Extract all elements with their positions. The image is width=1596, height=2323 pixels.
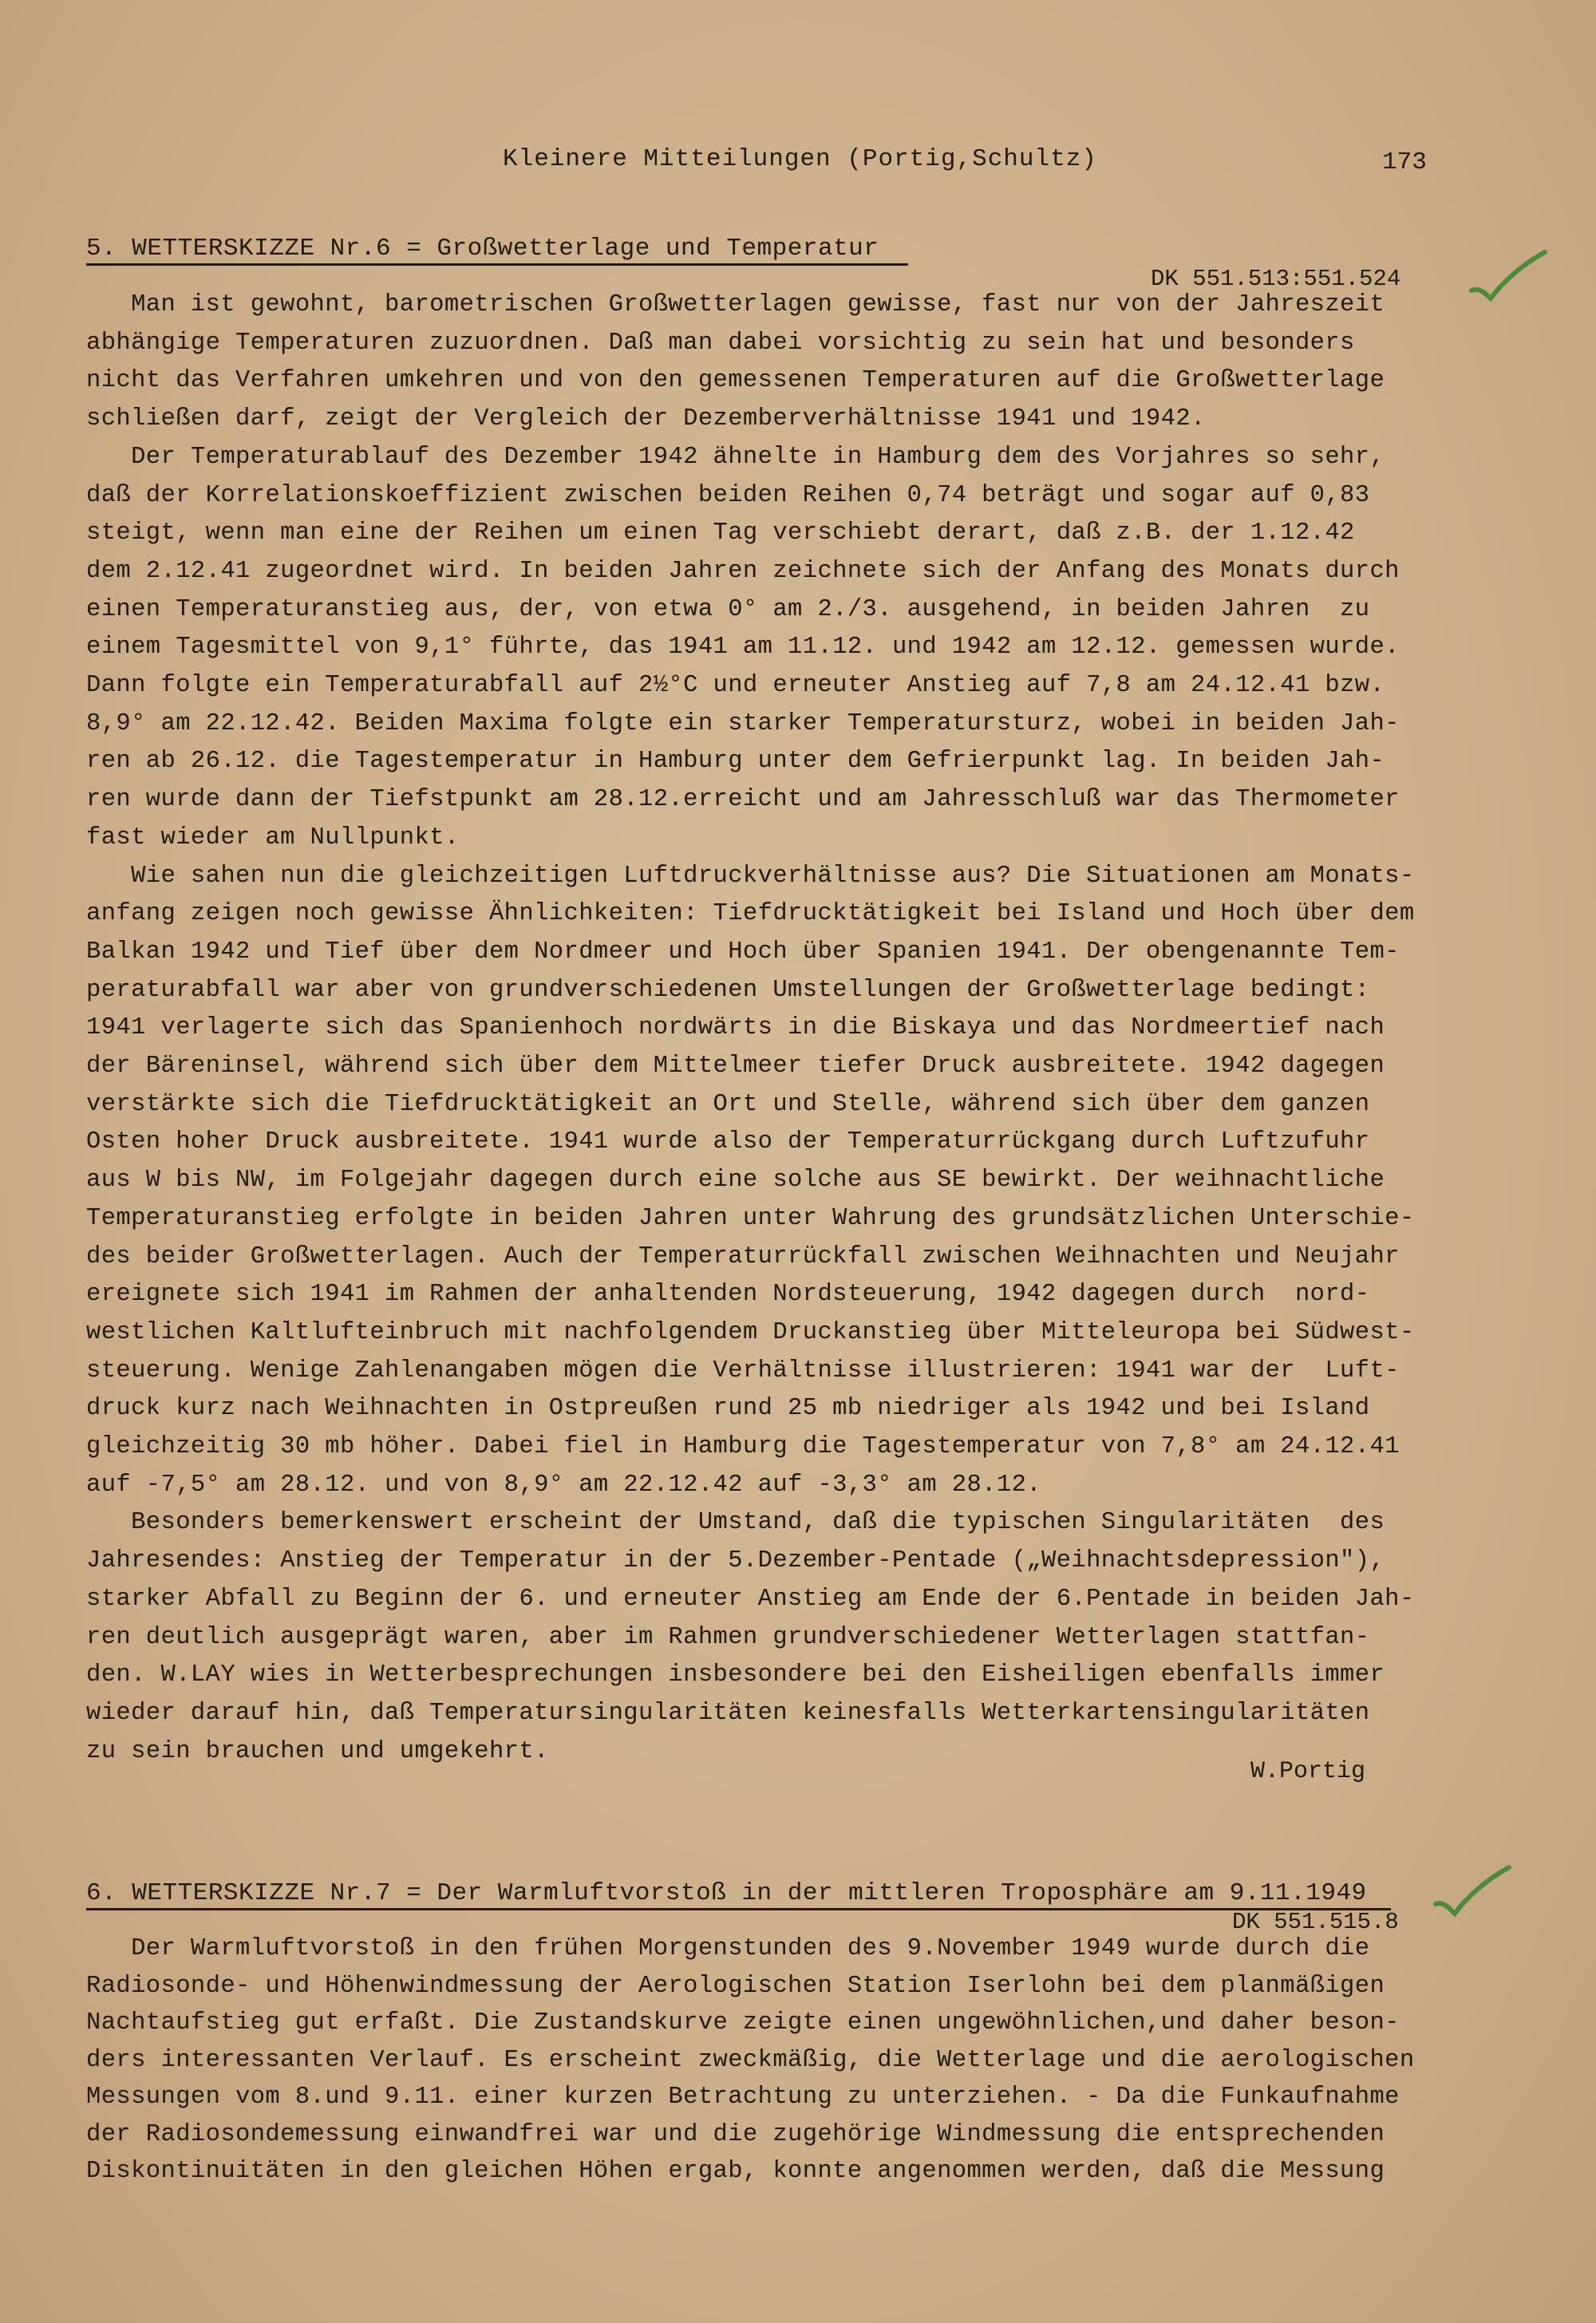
- section-5-dk-code: DK 551.513:551.524: [1151, 266, 1401, 292]
- text-line: ren deutlich ausgeprägt waren, aber im Rahmen grundverschiedener Wetterlagen stattfan-: [86, 1623, 1370, 1651]
- text-line: Man ist gewohnt, barometrischen Großwetterlagen gewisse, fast nur von der Jahreszeit: [86, 291, 1385, 318]
- text-line: steigt, wenn man eine der Reihen um einen Tag verschiebt derart, daß z.B. der 1.12.42: [86, 520, 1355, 547]
- text-line: Osten hoher Druck ausbreitete. 1941 wurde also der Temperaturrückgang durch Luftzufuhr: [86, 1128, 1370, 1156]
- text-line: Der Temperaturablauf des Dezember 1942 ähnelte in Hamburg dem des Vorjahres so sehr,: [86, 443, 1385, 471]
- text-line: der Bäreninsel, während sich über dem Mittelmeer tiefer Druck ausbreitete. 1942 dagegen: [86, 1053, 1385, 1080]
- text-line: druck kurz nach Weihnachten in Ostpreußen rund 25 mb niedriger als 1942 und bei Island: [86, 1395, 1370, 1423]
- text-line: den. W.LAY wies in Wetterbesprechungen insbesondere bei den Eisheiligen ebenfalls immer: [86, 1661, 1385, 1689]
- text-line: ren wurde dann der Tiefstpunkt am 28.12.erreicht und am Jahresschluß war das Thermometer: [86, 786, 1400, 814]
- text-line: Der Warmluftvorstoß in den frühen Morgenstunden des 9.November 1949 wurde durch die: [86, 1935, 1370, 1962]
- text-line: der Radiosondemessung einwandfrei war und die zugehörige Windmessung die entsprechenden: [86, 2120, 1385, 2148]
- text-line: 1941 verlagerte sich das Spanienhoch nordwärts in die Biskaya und das Nordmeertief nach: [86, 1014, 1385, 1042]
- section-5-title-text: 5. WETTERSKIZZE Nr.6 = Großwetterlage und Temperatur: [86, 235, 879, 263]
- page-number: 173: [1382, 148, 1427, 176]
- text-line: wieder darauf hin, daß Temperatursingularitäten keinesfalls Wetterkartensingularitäten: [86, 1699, 1370, 1727]
- section-5-title: [86, 235, 879, 263]
- text-line: Wie sahen nun die gleichzeitigen Luftdruckverhältnisse aus? Die Situationen am Monats-: [86, 862, 1415, 890]
- text-line: zu sein brauchen und umgekehrt.: [86, 1737, 549, 1765]
- text-line: daß der Korrelationskoeffizient zwischen beiden Reihen 0,74 beträgt und sogar auf 0,83: [86, 481, 1370, 509]
- text-line: fast wieder am Nullpunkt.: [86, 824, 460, 851]
- text-line: peraturabfall war aber von grundverschiedenen Umstellungen der Großwetterlage bedingt:: [86, 976, 1370, 1004]
- text-line: steuerung. Wenige Zahlenangaben mögen die Verhältnisse illustrieren: 1941 war der Luft-: [86, 1357, 1400, 1385]
- section-6-underline: [86, 1908, 1391, 1910]
- text-line: einem Tagesmittel von 9,1° führte, das 1941 am 11.12. und 1942 am 12.12. gemessen wurde.: [86, 634, 1400, 662]
- text-line: nicht das Verfahren umkehren und von den gemessenen Temperaturen auf die Großwetterlage: [86, 367, 1385, 395]
- running-header: Kleinere Mitteilungen (Portig,Schultz): [503, 145, 1097, 173]
- text-line: starker Abfall zu Beginn der 6. und erneuter Anstieg am Ende der 6.Pentade in beiden Jah-: [86, 1585, 1415, 1613]
- text-line: gleichzeitig 30 mb höher. Dabei fiel in Hamburg die Tagestemperatur von 7,8° am 24.12.41: [86, 1433, 1400, 1460]
- text-line: westlichen Kaltlufteinbruch mit nachfolgendem Druckanstieg über Mitteleuropa bei Südwest-: [86, 1318, 1415, 1346]
- text-line: Dann folgte ein Temperaturabfall auf 2½°C und erneuter Anstieg auf 7,8 am 24.12.41 bzw.: [86, 672, 1385, 699]
- text-line: auf -7,5° am 28.12. und von 8,9° am 22.12.42 auf -3,3° am 28.12.: [86, 1471, 1041, 1499]
- signature: W.Portig: [1250, 1758, 1366, 1785]
- section-5-underline: [86, 263, 908, 266]
- text-line: ders interessanten Verlauf. Es erscheint zweckmäßig, die Wetterlage und die aerologischen: [86, 2046, 1415, 2074]
- text-line: Temperaturanstieg erfolgte in beiden Jahren unter Wahrung des grundsätzlichen Unterschie-: [86, 1204, 1415, 1232]
- section-6-dk-code: DK 551.515.8: [1232, 1909, 1399, 1935]
- text-line: einen Temperaturanstieg aus, der, von etwa 0° am 2./3. ausgehend, in beiden Jahren zu: [86, 595, 1370, 623]
- text-line: abhängige Temperaturen zuzuordnen. Daß man dabei vorsichtig zu sein hat und besonders: [86, 329, 1355, 357]
- text-line: dem 2.12.41 zugeordnet wird. In beiden Jahren zeichnete sich der Anfang des Monats durch: [86, 557, 1400, 585]
- text-line: Messungen vom 8.und 9.11. einer kurzen Betrachtung zu unterziehen. - Da die Funkaufnahme: [86, 2084, 1400, 2111]
- check-mark-icon: [1468, 249, 1548, 305]
- text-line: Jahresendes: Anstieg der Temperatur in der 5.Dezember-Pentade („Weihnachtsdepression"),: [86, 1547, 1385, 1575]
- text-line: Balkan 1942 und Tief über dem Nordmeer und Hoch über Spanien 1941. Der obengenannte Tem-: [86, 938, 1400, 966]
- text-line: Nachtaufstieg gut erfaßt. Die Zustandskurve zeigte einen ungewöhnlichen,und daher beson-: [86, 2009, 1400, 2037]
- text-line: verstärkte sich die Tiefdrucktätigkeit an Ort und Stelle, während sich über dem ganzen: [86, 1090, 1370, 1118]
- text-line: Radiosonde- und Höhenwindmessung der Aerologischen Station Iserlohn bei dem planmäßigen: [86, 1972, 1385, 2000]
- text-line: aus W bis NW, im Folgejahr dagegen durch eine solche aus SE bewirkt. Der weihnachtliche: [86, 1167, 1385, 1195]
- text-line: 8,9° am 22.12.42. Beiden Maxima folgte ein starker Temperatursturz, wobei in beiden Jah-: [86, 709, 1400, 737]
- text-line: Besonders bemerkenswert erscheint der Umstand, daß die typischen Singularitäten des: [86, 1509, 1385, 1537]
- text-line: ren ab 26.12. die Tagestemperatur in Hamburg unter dem Gefrierpunkt lag. In beiden Jah-: [86, 748, 1385, 776]
- text-line: ereignete sich 1941 im Rahmen der anhaltenden Nordsteuerung, 1942 dagegen durch nord-: [86, 1281, 1370, 1309]
- text-line: anfang zeigen noch gewisse Ähnlichkeiten: Tiefdrucktätigkeit bei Island und Hoch über dem: [86, 900, 1415, 928]
- check-mark-icon: [1432, 1864, 1512, 1920]
- section-6-title: [86, 1879, 1367, 1907]
- text-line: Diskontinuitäten in den gleichen Höhen ergab, konnte angenommen werden, daß die Messung: [86, 2158, 1385, 2185]
- text-line: schließen darf, zeigt der Vergleich der Dezemberverhältnisse 1941 und 1942.: [86, 405, 1206, 433]
- text-line: des beider Großwetterlagen. Auch der Temperaturrückfall zwischen Weihnachten und Neujahr: [86, 1242, 1400, 1270]
- section-6-title-text: 6. WETTERSKIZZE Nr.7 = Der Warmluftvorstoß in der mittleren Troposphäre am 9.11.1949: [86, 1879, 1367, 1907]
